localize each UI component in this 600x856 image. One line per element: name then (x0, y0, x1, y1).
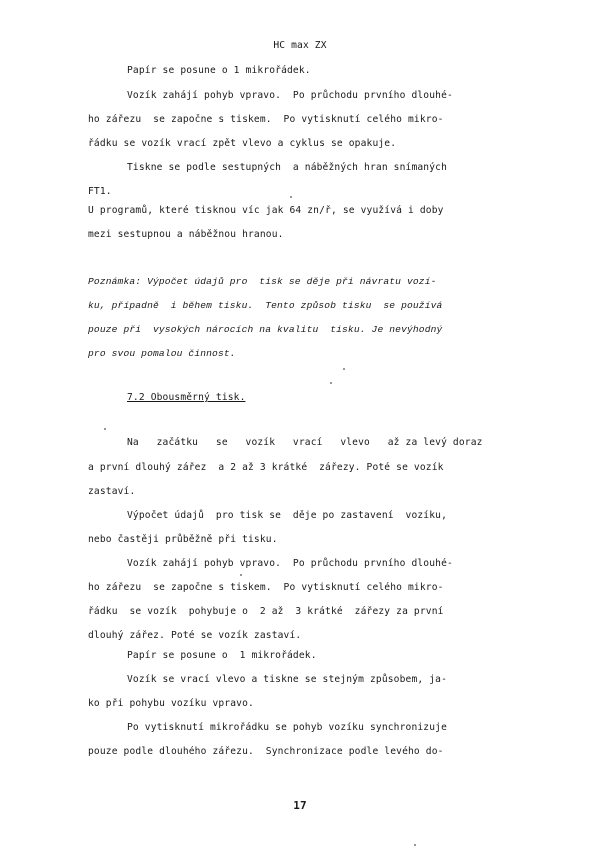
paragraph-line: pouze podle dlouhého zářezu. Synchronizace podle levého do- (88, 746, 444, 757)
section-heading: 7.2 Obousměrný tisk. (127, 392, 246, 403)
page-number: 17 (293, 799, 307, 812)
paragraph-line: nebo častěji průběžně při tisku. (88, 534, 278, 545)
paragraph-line: řádku se vozík vrací zpět vlevo a cyklus se opakuje. (88, 138, 397, 149)
note-line: pouze při vysokých nárocích na kvalitu tisku. Je nevýhodný (88, 324, 443, 335)
paragraph-line: a první dlouhý zářez a 2 až 3 krátké zářezy. Poté se vozík (88, 462, 444, 473)
paragraph-line: zastaví. (88, 486, 136, 497)
scan-speck (414, 844, 416, 846)
paragraph-line: U programů, které tisknou víc jak 64 zn/ř, se využívá i doby (88, 205, 444, 216)
paragraph-line: Papír se posune o 1 mikrořádek. (127, 650, 317, 661)
note-line: Poznámka: Výpočet údajů pro tisk se děje při návratu vozí- (88, 276, 437, 287)
scan-speck (240, 574, 242, 576)
paragraph-line: Tiskne se podle sestupných a náběžných hran snímaných (127, 162, 447, 173)
paragraph-line: řádku se vozík pohybuje o 2 až 3 krátké zářezy za první (88, 606, 444, 617)
page-header: HC max ZX (273, 40, 327, 51)
paragraph-line: Na začátku se vozík vrací vlevo až za levý doraz (127, 437, 483, 448)
paragraph-line: ko při pohybu vozíku vpravo. (88, 698, 254, 709)
scan-speck (343, 368, 345, 370)
paragraph-line: dlouhý zářez. Poté se vozík zastaví. (88, 630, 302, 641)
note-line: pro svou pomalou činnost. (88, 348, 236, 359)
paragraph-line: mezi sestupnou a náběžnou hranou. (88, 229, 284, 240)
scan-speck (104, 428, 106, 430)
scan-speck (330, 382, 332, 384)
scan-speck (290, 196, 292, 198)
paragraph-line: Po vytisknutí mikrořádku se pohyb vozíku synchronizuje (127, 722, 447, 733)
note-line: ku, případně i během tisku. Tento způsob tisku se používá (88, 300, 443, 311)
paragraph-line: ho zářezu se započne s tiskem. Po vytisknutí celého mikro- (88, 582, 444, 593)
paragraph-line: FT1. (88, 186, 112, 197)
paragraph-line: Papír se posune o 1 mikrořádek. (127, 65, 311, 76)
paragraph-line: Výpočet údajů pro tisk se děje po zastavení vozíku, (127, 510, 447, 521)
paragraph-line: Vozík zahájí pohyb vpravo. Po průchodu prvního dlouhé- (127, 90, 453, 101)
paragraph-line: ho zářezu se započne s tiskem. Po vytisknutí celého mikro- (88, 114, 444, 125)
paragraph-line: Vozík se vrací vlevo a tiskne se stejným způsobem, ja- (127, 674, 447, 685)
paragraph-line: Vozík zahájí pohyb vpravo. Po průchodu prvního dlouhé- (127, 558, 453, 569)
